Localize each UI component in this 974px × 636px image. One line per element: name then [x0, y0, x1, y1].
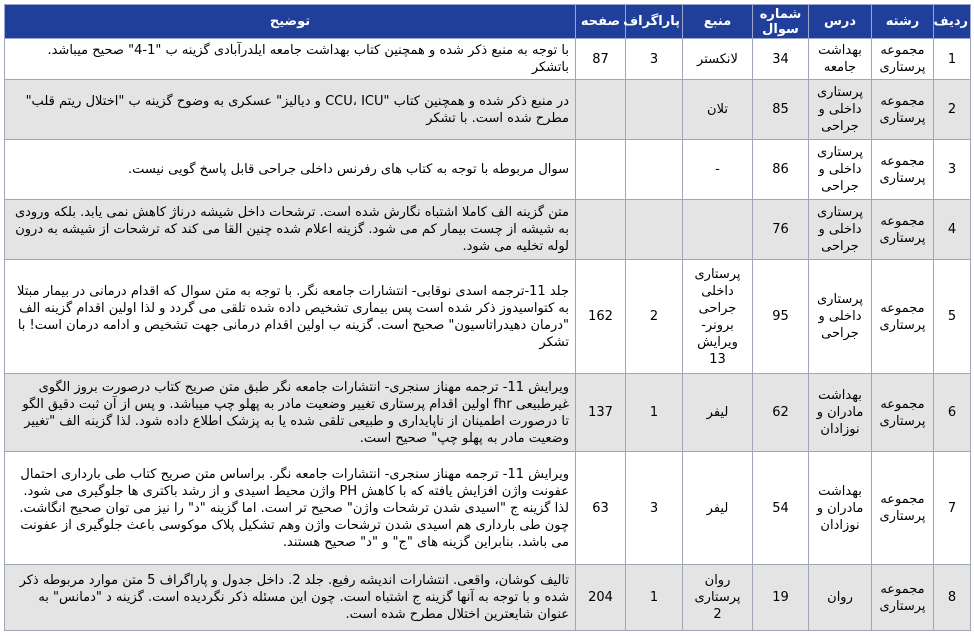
table-row [5, 374, 971, 452]
cell-description: متن گزینه الف کاملا اشتباه نگارش شده است. ترشحات داخل شیشه درناژ کاهش نمی یابد. بلکه ورودی به شیشه از چست بیمار کم می شود. گزینه اعلام شده چنین القا می کند که ترشحات از شیشه به درون لوله تخلیه می شود. [5, 200, 576, 260]
cell-course: بهداشت مادران و نوزادان [809, 452, 872, 565]
cell-page: 204 [576, 565, 626, 631]
cell-source: روان پرستاری 2 [683, 565, 753, 631]
cell-page: 162 [576, 260, 626, 374]
cell-page [576, 80, 626, 140]
cell-description: در منبع ذکر شده و همچنین کتاب "CCU، ICU و دیالیز" عسکری به وضوح گزینه ب "اختلال ریتم قلب" مطرح شده است. با تشکر [5, 80, 576, 140]
cell-paragraph: 2 [626, 260, 683, 374]
cell-course: روان [809, 565, 872, 631]
cell-course: بهداشت مادران و نوزادان [809, 374, 872, 452]
cell-field: مجموعه پرستاری [872, 80, 934, 140]
header-source: منبع [683, 5, 753, 39]
cell-row-number: 5 [934, 260, 971, 374]
cell-source: تلان [683, 80, 753, 140]
cell-field: مجموعه پرستاری [872, 140, 934, 200]
cell-row-number: 7 [934, 452, 971, 565]
cell-source [683, 200, 753, 260]
cell-question-number: 34 [753, 39, 809, 80]
cell-field: مجموعه پرستاری [872, 452, 934, 565]
table-row [5, 140, 971, 200]
cell-paragraph: 3 [626, 39, 683, 80]
header-page: صفحه [576, 5, 626, 39]
table-row [5, 39, 971, 80]
cell-paragraph: 3 [626, 452, 683, 565]
cell-question-number: 54 [753, 452, 809, 565]
cell-field: مجموعه پرستاری [872, 565, 934, 631]
cell-page: 137 [576, 374, 626, 452]
table-row [5, 452, 971, 565]
cell-field: مجموعه پرستاری [872, 200, 934, 260]
cell-paragraph: 1 [626, 565, 683, 631]
cell-row-number: 4 [934, 200, 971, 260]
cell-row-number: 2 [934, 80, 971, 140]
header-question-number: شماره سوال [753, 5, 809, 39]
header-row [5, 5, 971, 39]
cell-description: ویرایش 11- ترجمه مهناز سنجری- انتشارات جامعه نگر. براساس متن صریح کتاب طی بارداری احتمال عفونت واژن افزایش یافته که با کاهش PH واژن محیط اسیدی و از رشد باکتری ها جلوگیری می شود. لذا گزینه ج "اسیدی شدن ترشحات واژن" صحیح تر است. اما گزینه "د" را نیز می توان صحیح انگاشت. چون طی بارداری هم اسیدی شدن ترشحات واژن وهم تشکیل پلاک موکوسی باعث جلوگیری از عفونت می باشد. بنابراین گزینه های "ج" و "د" صحیح هستند. [5, 452, 576, 565]
cell-paragraph [626, 200, 683, 260]
cell-description: تالیف کوشان، واقعی. انتشارات اندیشه رفیع. جلد 2. داخل جدول و پاراگراف 5 متن موارد مربوطه ذکر شده و با توجه به آنها گزینه ج اشتباه است. چون این مسئله ذکر نگردیده است. گزینه د "دمانس" به عنوان شایعترین اختلال مطرح شده است. [5, 565, 576, 631]
cell-description: با توجه به منبع ذکر شده و همچنین کتاب بهداشت جامعه ایلدرآبادی گزینه ب "1-4" صحیح میباشد. باتشکر [5, 39, 576, 80]
table-row [5, 200, 971, 260]
cell-question-number: 76 [753, 200, 809, 260]
cell-source: لانکستر [683, 39, 753, 80]
cell-field: مجموعه پرستاری [872, 39, 934, 80]
cell-paragraph: 1 [626, 374, 683, 452]
cell-page: 63 [576, 452, 626, 565]
cell-course: پرستاری داخلی و جراحی [809, 260, 872, 374]
cell-question-number: 62 [753, 374, 809, 452]
header-field: رشته [872, 5, 934, 39]
cell-source: - [683, 140, 753, 200]
cell-source: پرستاری داخلی جراحی برونر- ویرایش 13 [683, 260, 753, 374]
cell-course: پرستاری داخلی و جراحی [809, 200, 872, 260]
cell-row-number: 3 [934, 140, 971, 200]
cell-course: پرستاری داخلی و جراحی [809, 80, 872, 140]
cell-row-number: 1 [934, 39, 971, 80]
header-course: درس [809, 5, 872, 39]
table-row [5, 80, 971, 140]
cell-paragraph [626, 80, 683, 140]
cell-course: بهداشت جامعه [809, 39, 872, 80]
header-description: توضیح [5, 5, 576, 39]
cell-description: سوال مربوطه با توجه به کتاب های رفرنس داخلی جراحی قابل پاسخ گویی نیست. [5, 140, 576, 200]
objections-table [4, 4, 971, 631]
cell-question-number: 85 [753, 80, 809, 140]
cell-page [576, 140, 626, 200]
header-paragraph: پاراگراف [626, 5, 683, 39]
cell-course: پرستاری داخلی و جراحی [809, 140, 872, 200]
cell-page [576, 200, 626, 260]
cell-source: لیفر [683, 452, 753, 565]
cell-page: 87 [576, 39, 626, 80]
cell-row-number: 8 [934, 565, 971, 631]
cell-question-number: 86 [753, 140, 809, 200]
table-row [5, 565, 971, 631]
cell-source: لیفر [683, 374, 753, 452]
cell-field: مجموعه پرستاری [872, 260, 934, 374]
table-row [5, 260, 971, 374]
cell-question-number: 95 [753, 260, 809, 374]
cell-question-number: 19 [753, 565, 809, 631]
cell-description: ویرایش 11- ترجمه مهناز سنجری- انتشارات جامعه نگر طبق متن صریح کتاب درصورت بروز الگوی غیرطبیعی fhr اولین اقدام پرستاری تغییر وضعیت مادر به پهلو چپ میباشد. و پس از آن ثبت دقیق الگو تا درصورت اطمینان از ناپایداری و طبیعی تلقی شده یا به پزشک اطلاع داده شود. لذا گزینه الف "تغییر وضعیت مادر به پهلو چپ" صحیح است. [5, 374, 576, 452]
cell-description: جلد 11-ترجمه اسدی نوقابی- انتشارات جامعه نگر. با توجه به متن سوال که اقدام درمانی در بیمار مبتلا به کتواسیدوز ذکر شده است پس بیماری تشخیص داده شده تلقی می گردد و لذا اولین اقدام گزینه الف "درمان دهیدراتاسیون" صحیح است. گزینه ب اولین اقدام درمانی جهت تشخیص و ادامه درمان است! با تشکر [5, 260, 576, 374]
header-row-number: ردیف [934, 5, 971, 39]
cell-field: مجموعه پرستاری [872, 374, 934, 452]
cell-paragraph [626, 140, 683, 200]
cell-row-number: 6 [934, 374, 971, 452]
